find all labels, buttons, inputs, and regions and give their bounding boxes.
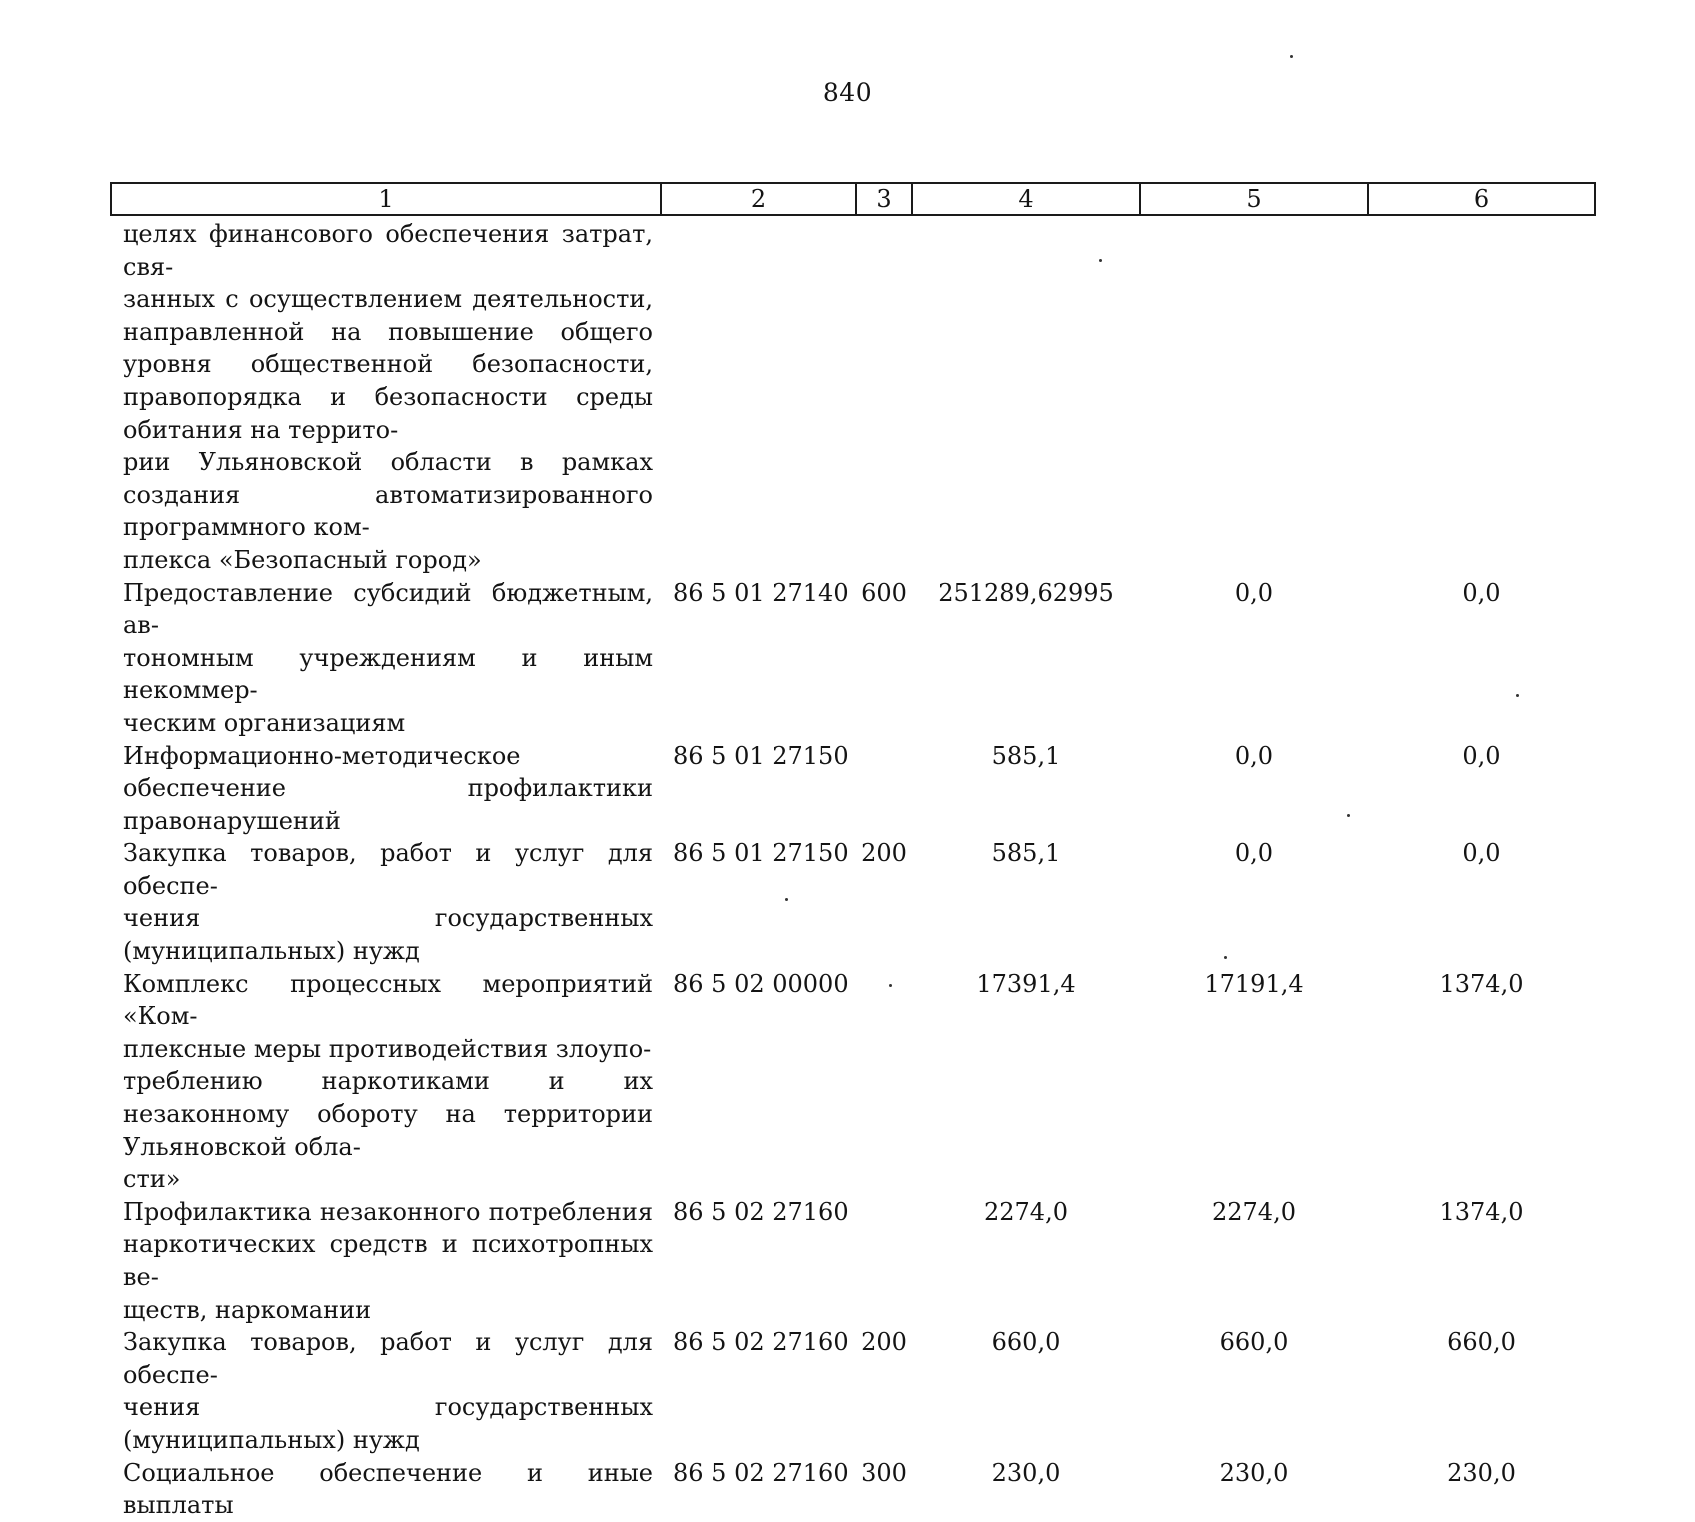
- row-value-col4-cell: [912, 215, 1140, 577]
- row-value-col4-cell: 585,1: [991, 839, 1061, 868]
- row-value-col5-cell: 17191,4: [1204, 969, 1304, 998]
- row-value-col6-cell: 1374,0: [1439, 1197, 1524, 1226]
- scan-speck: [1224, 956, 1227, 959]
- row-name-cell: Социальное обеспечение и иные выплаты: [123, 1458, 653, 1520]
- row-value-col5-cell: 0,0: [1234, 839, 1274, 868]
- row-kvr-cell: 600: [861, 578, 907, 607]
- row-value-col5-cell: 0,0: [1234, 741, 1274, 770]
- row-value-col4-cell: 660,0: [991, 1328, 1061, 1357]
- row-value-col4-cell: 230,0: [991, 1458, 1061, 1487]
- column-number-6: 6: [1368, 183, 1595, 215]
- row-value-col4-cell: 585,1: [991, 741, 1061, 770]
- row-value-col5-cell: 230,0: [1219, 1458, 1289, 1487]
- row-name-cell: Закупка товаров, работ и услуг для обеспе- чения государственных (муниципальных) нужд: [123, 1328, 653, 1454]
- column-number-row: [111, 183, 1595, 215]
- row-name-cell: Информационно-методическое обеспечение профилактики правонарушений: [123, 741, 653, 835]
- table-row: [111, 1457, 1595, 1522]
- row-value-col6-cell: 0,0: [1462, 578, 1501, 607]
- row-kvr-cell: [856, 1196, 912, 1326]
- row-value-col4-cell: 251289,62995: [938, 578, 1114, 607]
- table-row: [111, 1326, 1595, 1456]
- row-kvr-cell: [856, 215, 912, 577]
- row-value-col5-cell: 2274,0: [1212, 1197, 1296, 1226]
- row-kvr-cell: [856, 740, 912, 838]
- column-number-1: 1: [111, 183, 661, 215]
- scan-speck: [1516, 694, 1519, 697]
- row-value-col4-cell: 17391,4: [976, 969, 1076, 998]
- row-kvr-cell: 200: [861, 1328, 907, 1357]
- row-value-col6-cell: 660,0: [1447, 1328, 1516, 1357]
- table-row: [111, 1196, 1595, 1326]
- scan-speck: [1099, 259, 1102, 262]
- row-value-col6-cell: 0,0: [1462, 741, 1501, 770]
- row-code-cell: 86 5 01 27140: [673, 578, 849, 607]
- row-name-cell: целях финансового обеспечения затрат, свя- занных с осуществлением деятельности, направленной на повышение общего уровня общественной безопасности, правопорядка и безопасности среды обитания на террито- рии Ульяновской области в рамках создания автоматизированного программного ком- плекса «Безопасный город»: [123, 220, 653, 574]
- row-value-col4-cell: 2274,0: [984, 1197, 1068, 1226]
- row-code-cell: 86 5 02 27160: [673, 1458, 849, 1487]
- row-code-cell: [661, 215, 856, 577]
- row-kvr-cell: 300: [861, 1458, 907, 1487]
- row-value-col6-cell: 1374,0: [1439, 969, 1524, 998]
- column-number-5: 5: [1140, 183, 1368, 215]
- column-number-3: 3: [856, 183, 912, 215]
- scan-speck: [785, 898, 788, 901]
- row-name-cell: Комплекс процессных мероприятий «Ком- плексные меры противодействия злоупо- треблению наркотиками и их незаконному обороту на территории Ульяновской обла- сти»: [123, 969, 653, 1194]
- budget-table-container: [110, 182, 1594, 1522]
- table-header: [111, 183, 1595, 215]
- row-kvr-cell: [856, 968, 912, 1196]
- column-number-2: 2: [661, 183, 856, 215]
- table-row: [111, 837, 1595, 967]
- column-number-4: 4: [912, 183, 1140, 215]
- table-body: [111, 215, 1595, 1522]
- row-value-col5-cell: 0,0: [1234, 578, 1274, 607]
- table-row: [111, 215, 1595, 577]
- row-name-cell: Профилактика незаконного потребления наркотических средств и психотропных ве- ществ, наркомании: [123, 1197, 653, 1324]
- row-code-cell: 86 5 02 27160: [673, 1328, 849, 1357]
- row-name-cell: Закупка товаров, работ и услуг для обеспе- чения государственных (муниципальных) нужд: [123, 839, 653, 966]
- scan-speck: [1290, 55, 1293, 58]
- row-code-cell: 86 5 02 00000: [673, 969, 849, 998]
- scan-speck: [889, 984, 892, 987]
- table-row: [111, 740, 1595, 838]
- row-value-col6-cell: [1368, 215, 1595, 577]
- row-value-col5-cell: [1140, 215, 1368, 577]
- row-value-col6-cell: 230,0: [1447, 1458, 1516, 1487]
- row-kvr-cell: 200: [861, 839, 907, 868]
- page-number: 840: [822, 78, 873, 107]
- row-code-cell: 86 5 01 27150: [673, 741, 849, 770]
- scan-speck: [1347, 814, 1350, 817]
- budget-table: [110, 182, 1596, 1522]
- table-row: [111, 968, 1595, 1196]
- row-code-cell: 86 5 02 27160: [673, 1197, 849, 1226]
- table-row: [111, 577, 1595, 740]
- row-value-col5-cell: 660,0: [1219, 1328, 1289, 1357]
- row-code-cell: 86 5 01 27150: [673, 839, 849, 868]
- row-value-col6-cell: 0,0: [1462, 839, 1501, 868]
- row-name-cell: Предоставление субсидий бюджетным, ав- тономным учреждениям и иным некоммер- ческим организациям: [123, 578, 653, 737]
